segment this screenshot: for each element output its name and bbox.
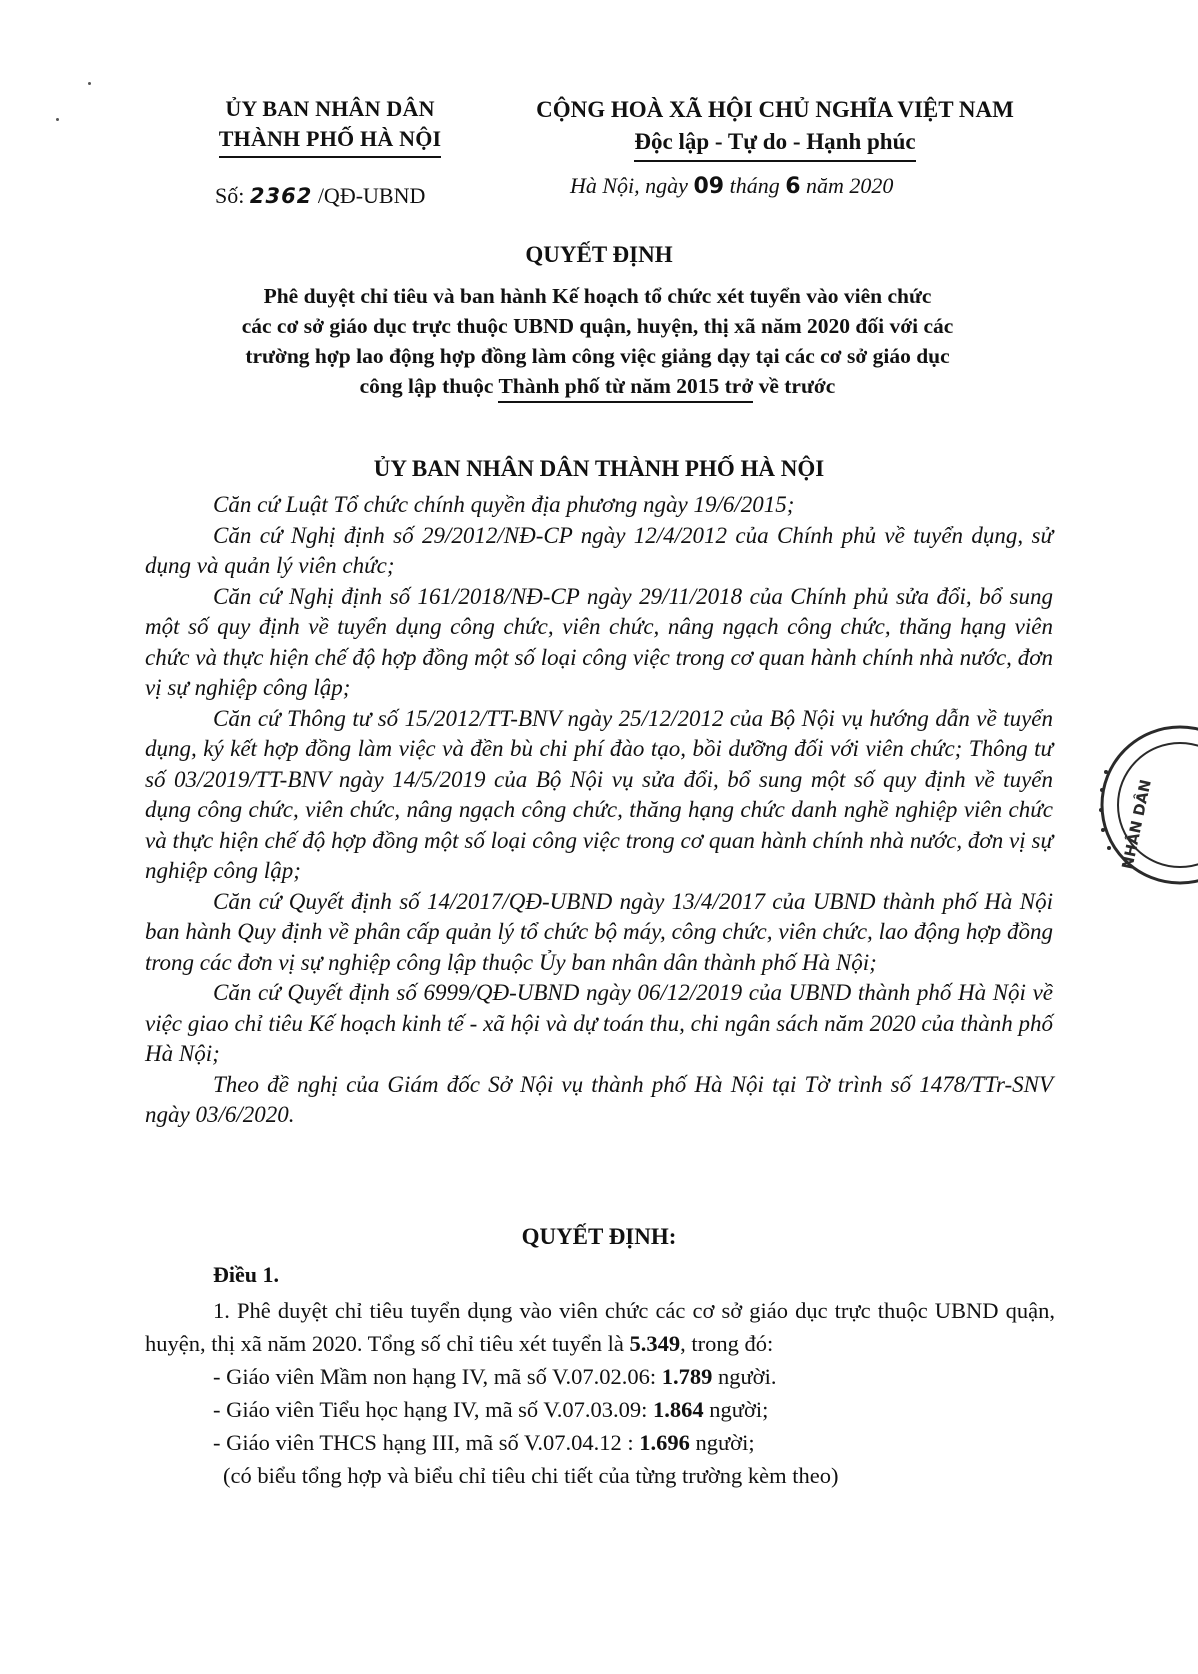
preamble-item: Căn cứ Quyết định số 14/2017/QĐ-UBND ngày 13/4/2017 của UBND thành phố Hà Nội ban hành Quy định về phân cấp quản lý tổ chức bộ máy, công chức, viên chức, lao động hợp đồng trong các đơn vị sự nghiệp công lập thuộc Ủy ban nhân dân thành phố Hà Nội;: [145, 888, 1053, 975]
issue-date: [570, 173, 893, 199]
date-month: 6: [785, 174, 801, 199]
subtitle-line-2: các cơ sở giáo dục trực thuộc UBND quận, huyện, thị xã năm 2020 đối với các: [241, 314, 954, 338]
number-suffix: /QĐ-UBND: [312, 183, 426, 208]
svg-text:NHÂN DÂN: NHÂN DÂN: [1118, 777, 1155, 871]
quota-item: [145, 1426, 1055, 1459]
decision-heading: QUYẾT ĐỊNH:: [521, 1224, 677, 1249]
preamble-item: Căn cứ Nghị định số 29/2012/NĐ-CP ngày 12/4/2012 của Chính phủ về tuyển dụng, sử dụng và quản lý viên chức;: [145, 522, 1053, 578]
clause-1-body: 1. Phê duyệt chỉ tiêu tuyển dụng vào viên chức các cơ sở giáo dục trực thuộc UBND quận, huyện, thị xã năm 2020. Tổng số chỉ tiêu xét tuyển là: [145, 1298, 1055, 1356]
clause-1-total: 5.349: [629, 1331, 681, 1356]
scan-speck: [88, 82, 91, 85]
subtitle-line-4-underlined: Thành phố từ năm 2015 trở: [498, 374, 753, 403]
quota-item-unit: người;: [689, 1430, 755, 1455]
preamble-item: Căn cứ Nghị định số 161/2018/NĐ-CP ngày 29/11/2018 của Chính phủ sửa đổi, bổ sung một số quy định về tuyển dụng công chức, viên chức, nâng ngạch công chức, thăng hạng viên chức và thực hiện chế độ hợp đồng một số loại công việc trong cơ quan hành chính nhà nước, đơn vị sự nghiệp công lập;: [145, 583, 1053, 700]
quota-item: [145, 1393, 1055, 1426]
quota-item-label: - Giáo viên Tiểu học hạng IV, mã số V.07.03.09:: [213, 1397, 654, 1422]
quota-item-unit: người;: [703, 1397, 769, 1422]
preamble-item: Căn cứ Thông tư số 15/2012/TT-BNV ngày 25/12/2012 của Bộ Nội vụ hướng dẫn về tuyển dụng, ký kết hợp đồng làm việc và đền bù chi phí đào tạo, bồi dưỡng đối với viên chức; Thông tư số 03/2019/TT-BNV ngày 14/5/2019 của Bộ Nội vụ sửa đổi, bổ sung một số quy định về tuyển dụng công chức, viên chức, nâng ngạch công chức, thăng hạng chức danh nghề nghiệp viên chức và thực hiện chế độ hợp đồng một số loại công việc trong cơ quan hành chính nhà nước, đơn vị sự nghiệp công lập;: [145, 705, 1053, 883]
attachment-note: (có biểu tổng hợp và biểu chỉ tiêu chi tiết của từng trường kèm theo): [223, 1463, 839, 1488]
number-handwritten: 2362: [249, 184, 313, 208]
national-motto-block: [495, 94, 1055, 162]
article-1-clause-1: [145, 1294, 1055, 1492]
quota-item-label: - Giáo viên Mầm non hạng IV, mã số V.07.02.06:: [213, 1364, 662, 1389]
quota-item: [145, 1360, 1055, 1393]
scan-speck: [56, 118, 59, 121]
quota-item-label: - Giáo viên THCS hạng III, mã số V.07.04.12 :: [213, 1430, 640, 1455]
date-month-label: tháng: [724, 173, 786, 198]
country-name: CỘNG HOÀ XÃ HỘI CHỦ NGHĨA VIỆT NAM: [536, 97, 1014, 122]
date-day: 09: [693, 174, 725, 199]
date-place: Hà Nội, ngày: [570, 173, 694, 198]
subtitle-line-4-post: về trước: [753, 374, 836, 398]
org-heading: ỦY BAN NHÂN DÂN THÀNH PHỐ HÀ NỘI: [373, 456, 825, 481]
number-prefix: Số:: [215, 183, 250, 208]
clause-1-text: [145, 1294, 1055, 1360]
issuing-authority: [195, 94, 465, 158]
clause-1-tail: , trong đó:: [680, 1331, 774, 1356]
authority-line-1: ỦY BAN NHÂN DÂN: [225, 96, 435, 121]
preamble: [145, 490, 1053, 1131]
article-1-label: Điều 1.: [213, 1262, 279, 1287]
subtitle-line-4: [140, 371, 1055, 401]
preamble-item: Theo đề nghị của Giám đốc Sở Nội vụ thành phố Hà Nội tại Tờ trình số 1478/TTr-SNV ngày 03/6/2020.: [145, 1071, 1053, 1127]
quota-item-value: 1.864: [653, 1397, 704, 1422]
preamble-item: Căn cứ Quyết định số 6999/QĐ-UBND ngày 06/12/2019 của UBND thành phố Hà Nội về việc giao chỉ tiêu Kế hoạch kinh tế - xã hội và dự toán thu, chi ngân sách năm 2020 của thành phố Hà Nội;: [145, 980, 1053, 1066]
document-number: [215, 183, 425, 209]
national-motto: Độc lập - Tự do - Hạnh phúc: [634, 126, 915, 162]
document-subtitle: [140, 281, 1055, 401]
quota-item-unit: người.: [712, 1364, 777, 1389]
quota-item-value: 1.696: [639, 1430, 690, 1455]
subtitle-line-1: Phê duyệt chỉ tiêu và ban hành Kế hoạch tổ chức xét tuyển vào viên chức: [263, 284, 932, 308]
official-seal-icon: [1060, 720, 1198, 890]
subtitle-line-4-pre: công lập thuộc: [359, 374, 499, 398]
preamble-item: Căn cứ Luật Tổ chức chính quyền địa phương ngày 19/6/2015;: [213, 492, 795, 517]
document-title: QUYẾT ĐỊNH: [525, 242, 673, 267]
authority-line-2: THÀNH PHỐ HÀ NỘI: [219, 124, 442, 158]
quota-item-value: 1.789: [661, 1364, 713, 1389]
date-year: năm 2020: [800, 173, 894, 198]
subtitle-line-3: trường hợp lao động hợp đồng làm công việc giảng dạy tại các cơ sở giáo dục: [245, 344, 950, 368]
